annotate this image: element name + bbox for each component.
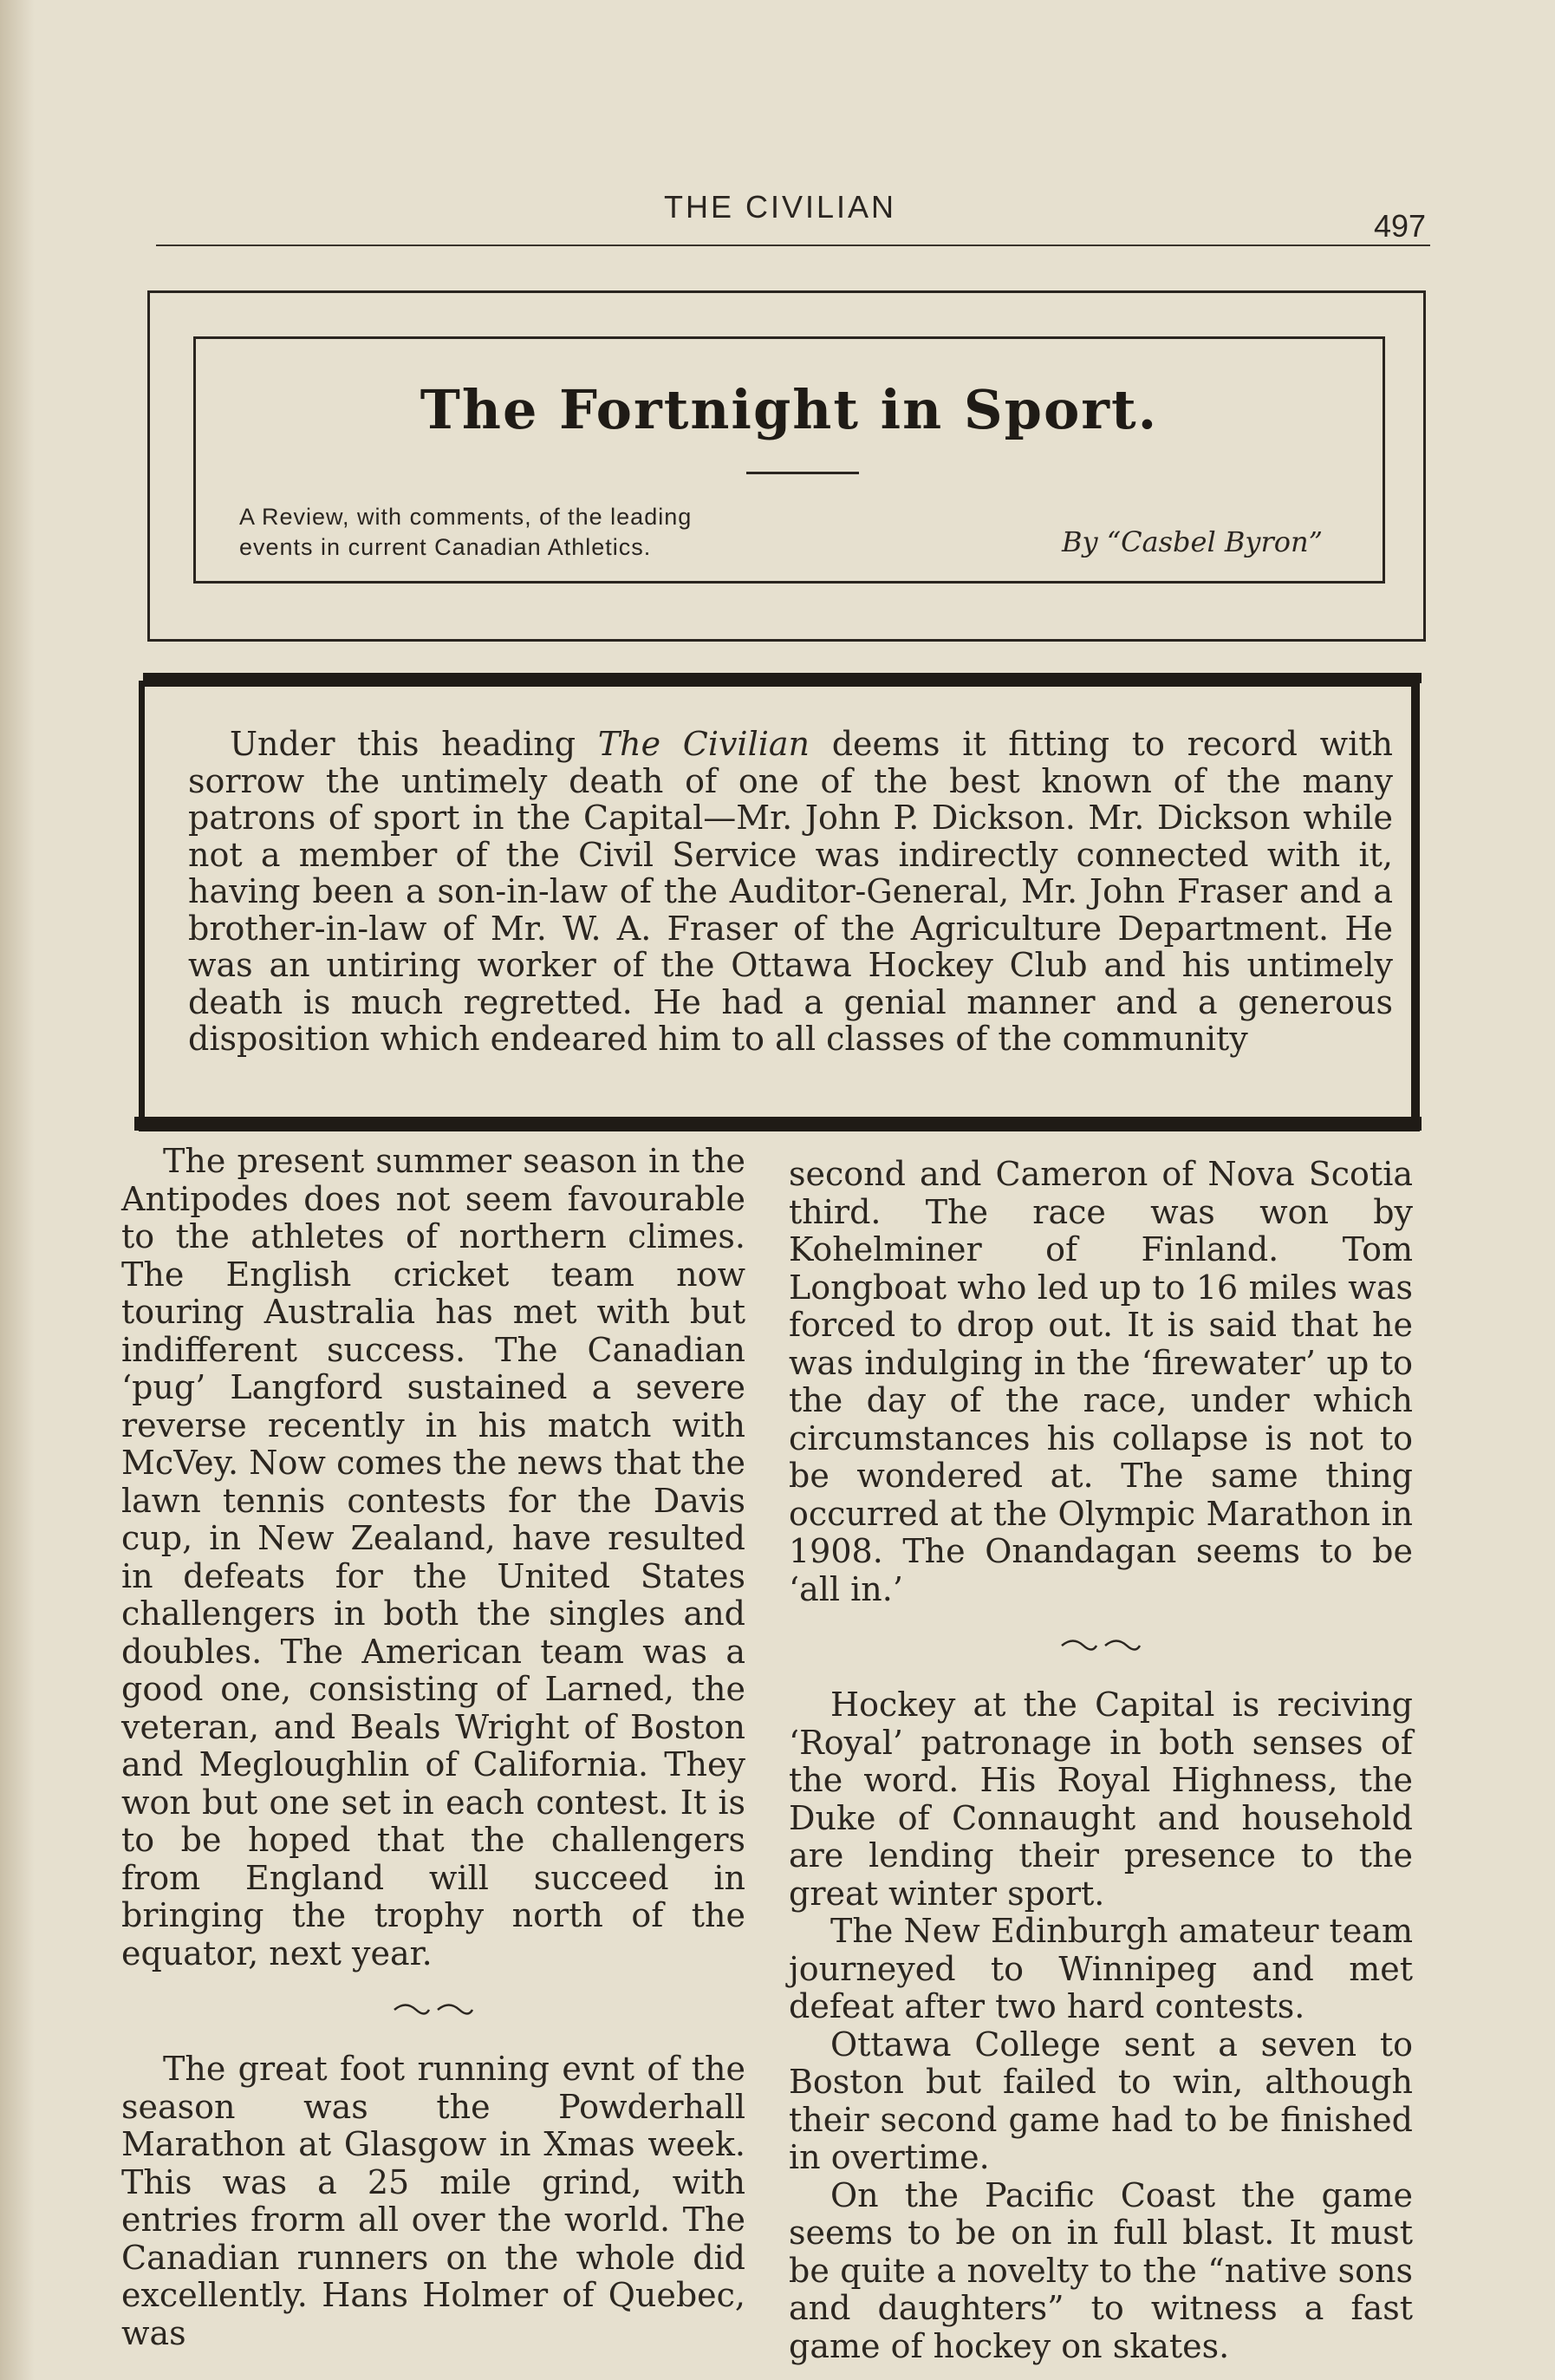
- header-rule: [156, 245, 1430, 246]
- ornament-divider-icon: [789, 1629, 1413, 1664]
- article-paragraph: Hockey at the Capital is reciving ‘Royal’ patronage in both senses of the word. His Royal Highness, the Duke of Connaught and household are lending their presence to the great winter sport.: [789, 1686, 1413, 1913]
- subtitle-line-1: A Review, with comments, of the leading: [239, 504, 693, 530]
- notice-bottom-rule: [134, 1117, 1422, 1131]
- notice-body: deems it fitting to record with sorrow the untimely death of one of the best known of the many patrons of sport in the Capital—Mr. John P. Dickson. Mr. Dickson while not a member of the Civil Service was indirectly connected with it, having been a son-in-law of the Auditor-General, Mr. John Fraser and a brother-in-law of Mr. W. A. Fraser of the Agriculture Department. He was an untiring worker of the Ottawa Hockey Club and his untimely death is much regretted. He had a genial manner and a generous disposition which endeared him to all classes of the community: [188, 725, 1393, 1058]
- right-column: [789, 1156, 1413, 2365]
- publication-name: The Civilian: [597, 725, 810, 763]
- article-paragraph: Ottawa College sent a seven to Boston but failed to win, although their second game had to be finished in overtime.: [789, 2025, 1413, 2176]
- article-paragraph: second and Cameron of Nova Scotia third. The race was won by Kohelminer of Finland. Tom Longboat who led up to 16 miles was forced to drop out. It is said that he was indulging in the ‘firewater’ up to the day of the race, under which circumstances his collapse is not to be wondered at. The same thing occurred at the Olympic Marathon in 1908. The Onandagan seems to be ‘all in.’: [789, 1155, 1413, 1608]
- page-number: 497: [1374, 208, 1427, 244]
- ornament-divider-icon: [121, 1993, 745, 2028]
- masthead-outer-frame: [147, 290, 1426, 642]
- masthead-inner-frame: [193, 336, 1385, 584]
- article-paragraph: The great foot running evnt of the season was the Powderhall Marathon at Glasgow in Xmas week. This was a 25 mile grind, with entries frorm all over the world. The Canadian runners on the whole did excellently. Hans Holmer of Quebec, was: [121, 2050, 745, 2352]
- memorial-notice-box: [139, 681, 1420, 1131]
- heading-rule: [746, 472, 859, 474]
- article-paragraph: On the Pacific Coast the game seems to be on in full blast. It must be quite a novelty to the “native sons and daughters” to witness a fast game of hockey on skates.: [789, 2175, 1413, 2365]
- running-title: THE CIVILIAN: [663, 189, 897, 225]
- subtitle-line-2: events in current Canadian Athletics.: [239, 534, 652, 560]
- notice-lead: Under this heading: [230, 725, 598, 763]
- left-column: [121, 1143, 745, 2352]
- page-binding-edge: [0, 0, 35, 2380]
- article-paragraph: The New Edinburgh amateur team journeyed to Winnipeg and met defeat after two hard contests.: [789, 1912, 1413, 2025]
- section-subtitle: [239, 502, 846, 563]
- section-heading: The Fortnight in Sport.: [420, 378, 1159, 441]
- article-paragraph: The present summer season in the Antipodes does not seem favourable to the athletes of northern climes. The English cricket team now touring Australia has met with but indifferent success. The Canadian ‘pug’ Langford sustained a severe reverse recently in his match with McVey. Now comes the news that the lawn tennis contests for the Davis cup, in New Zealand, have resulted in defeats for the United States challengers in both the singles and doubles. The American team was a good one, consisting of Larned, the veteran, and Beals Wright of Boston and Megloughlin of California. They won but one set in each contest. It is to be hoped that the challengers from England will succeed in bringing the trophy north of the equator, next year.: [121, 1142, 745, 1972]
- byline: By “Casbel Byron”: [1061, 525, 1323, 558]
- memorial-notice-text: [188, 726, 1393, 1058]
